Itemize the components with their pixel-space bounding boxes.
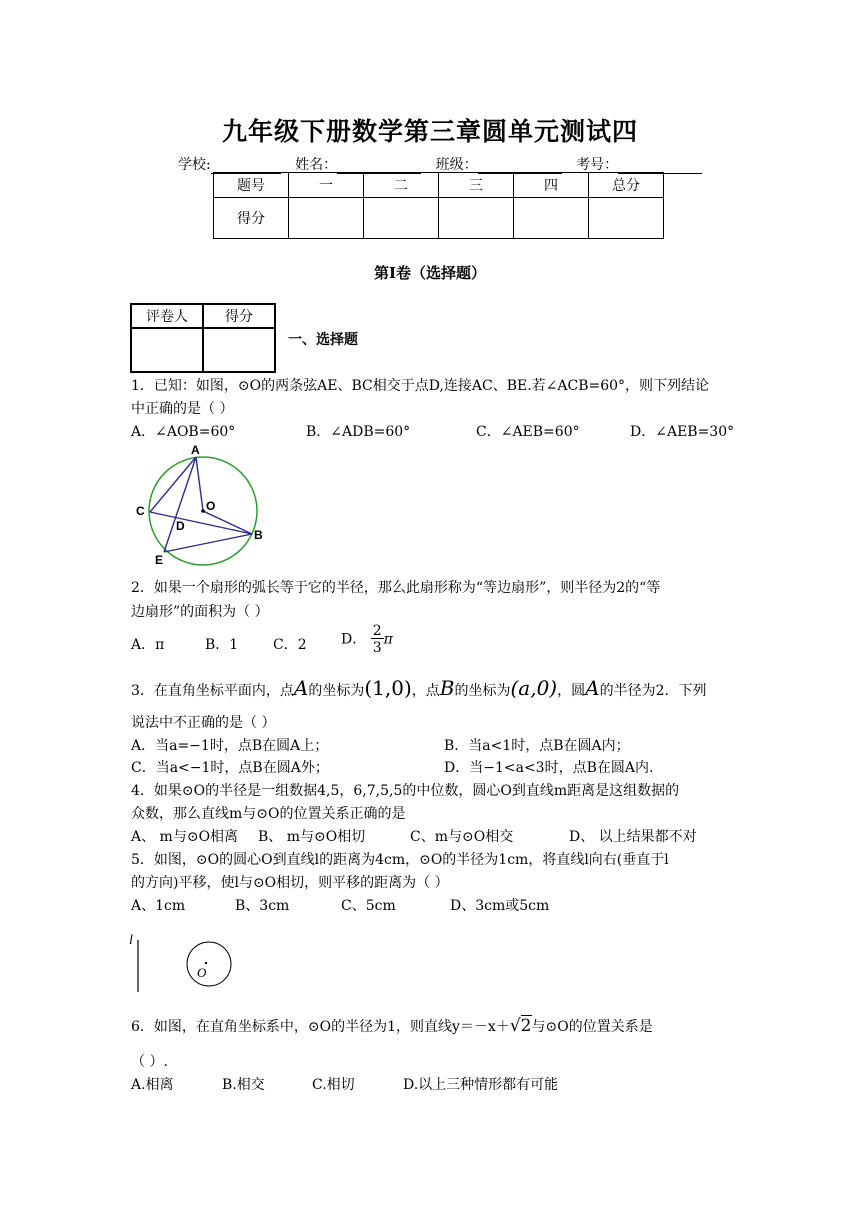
- q2-option-b: B．1: [205, 637, 239, 653]
- q4-option-b: B、 m与⊙O相切: [258, 829, 366, 845]
- q5-option-a: A、1cm: [131, 898, 186, 914]
- q6-option-a: A.相离: [131, 1077, 174, 1093]
- q5-line1: 5．如图，⊙O的圆心O到直线l的距离为4cm，⊙O的半径为1cm，将直线l向右(垂直于l: [131, 852, 669, 868]
- center-dot: [201, 509, 205, 513]
- circle-o: [187, 942, 231, 986]
- q3-option-d: D．当−1<a<3时，点B在圆A内.: [444, 760, 654, 776]
- label-a: A: [191, 443, 200, 457]
- q4-option-d: D、 以上结果都不对: [569, 829, 697, 845]
- name-label: 姓名：: [295, 157, 338, 173]
- score-row-label: 得分: [214, 198, 289, 239]
- q5-line-circle-diagram: [126, 928, 246, 998]
- q1-option-b: B．∠ADB=60°: [306, 424, 411, 440]
- q3-coord-b: (a,0): [510, 676, 558, 700]
- score-cell[interactable]: [289, 198, 364, 239]
- q2-line1: 2．如果一个扇形的弧长等于它的半径，那么此扇形称为“等边扇形”，则半径为2的“等: [131, 580, 661, 596]
- page-title: 九年级下册数学第三章圆单元测试四: [221, 117, 638, 146]
- score-header-cell: 题号: [214, 173, 289, 198]
- q1-line1: 1．已知：如图，⊙O的两条弦AE、BC相交于点D,连接AC、BE.若∠ACB=60°，则下列结论: [131, 378, 710, 394]
- school-label: 学校:: [178, 157, 211, 173]
- q2-option-c: C．2: [273, 637, 307, 653]
- q2-option-a: A．π: [131, 637, 165, 653]
- grader-label: 评卷人: [131, 304, 203, 328]
- q6-option-c: C.相切: [312, 1077, 355, 1093]
- score-header-cell: 三: [439, 173, 514, 198]
- sqrt-radicand: 2: [520, 1016, 532, 1036]
- score-header-cell: 一: [289, 173, 364, 198]
- q3-text: 的坐标为: [308, 683, 365, 699]
- q5-option-b: B、3cm: [235, 898, 290, 914]
- q3-text: ，点: [411, 683, 440, 699]
- score-value-row: [214, 198, 664, 239]
- sqrt-expression: √2: [509, 1016, 532, 1036]
- label-l: l: [129, 933, 133, 948]
- q3-line2: 说法中不正确的是（ ）: [131, 715, 276, 731]
- score-table: [213, 172, 664, 239]
- q1-circle-diagram: [128, 440, 268, 570]
- q3-coord-a: (1,0): [364, 676, 412, 700]
- score-cell[interactable]: [439, 198, 514, 239]
- center-dot: [205, 962, 207, 964]
- grader-score-label: 得分: [203, 304, 275, 328]
- exam-no-label: 考号：: [576, 157, 619, 173]
- q3-option-c: C．当a<−1时，点B在圆A外；: [131, 760, 329, 776]
- q3-var-a: A: [585, 676, 600, 700]
- label-c: C: [136, 504, 145, 518]
- label-o: O: [206, 499, 216, 513]
- q3-option-b: B．当a<1时，点B在圆A内；: [444, 738, 630, 754]
- q5-option-d: D、3cm或5cm: [450, 898, 550, 914]
- q6-text: 与⊙O的位置关系是: [531, 1019, 653, 1035]
- q4-line1: 4．如果⊙O的半径是一组数据4,5，6,7,5,5的中位数，圆心O到直线m距离是这组数据的: [131, 783, 680, 799]
- q1-line2: 中正确的是（ ）: [131, 401, 234, 417]
- diagram-lines: [150, 457, 252, 552]
- q3-text: 3．在直角坐标平面内，点: [131, 683, 294, 699]
- q3-option-a: A．当a=−1时，点B在圆A上；: [131, 738, 329, 754]
- q6-option-b: B.相交: [222, 1077, 265, 1093]
- grader-score-cell[interactable]: [203, 328, 275, 372]
- score-header-cell: 四: [514, 173, 589, 198]
- fraction: [371, 624, 384, 655]
- fraction-denominator: 3: [372, 640, 382, 656]
- q2-option-d: [341, 624, 393, 655]
- q6-text: 6．如图，在直角坐标系中，⊙O的半径为1，则直线y＝－x＋: [131, 1019, 510, 1035]
- q3-var-a: A: [293, 676, 309, 700]
- q2-line2: 边扇形”的面积为（ ）: [131, 604, 269, 620]
- part-title: 一、选择题: [288, 332, 358, 348]
- q1-option-c: C．∠AEB=60°: [476, 424, 580, 440]
- grader-cell[interactable]: [131, 328, 203, 372]
- q4-option-a: A、 m与⊙O相离: [131, 829, 239, 845]
- q3-line1: [131, 676, 707, 700]
- class-label: 班级：: [435, 157, 478, 173]
- score-cell[interactable]: [514, 198, 589, 239]
- q6-line2: （ ）.: [131, 1054, 168, 1070]
- q3-text: ，圆: [557, 683, 586, 699]
- q3-var-b: B: [439, 676, 455, 700]
- label-e: E: [155, 553, 164, 567]
- q6-line1: [131, 1016, 653, 1036]
- q5-line2: 的方向)平移，使l与⊙O相切，则平移的距离为（ ）: [131, 875, 449, 891]
- label-b: B: [254, 528, 263, 542]
- q4-option-c: C、m与⊙O相交: [410, 829, 514, 845]
- score-cell[interactable]: [364, 198, 439, 239]
- fraction-numerator: 2: [372, 623, 382, 639]
- section-title: 第Ⅰ卷（选择题）: [373, 264, 487, 282]
- q4-line2: 众数，那么直线m与⊙O的位置关系正确的是: [131, 806, 406, 822]
- q5-option-c: C、5cm: [341, 898, 396, 914]
- pi-symbol: π: [383, 631, 393, 648]
- q1-option-d: D．∠AEB=30°: [630, 424, 735, 440]
- q1-option-a: A．∠AOB=60°: [131, 424, 236, 440]
- grader-table: [130, 303, 276, 373]
- q3-text: 的坐标为: [454, 683, 511, 699]
- score-header-cell: 二: [364, 173, 439, 198]
- label-d: D: [176, 519, 185, 533]
- q6-option-d: D.以上三种情形都有可能: [403, 1077, 559, 1093]
- label-o: O: [197, 965, 207, 980]
- score-header-row: [214, 173, 664, 198]
- q3-text: 的半径为2．下列: [599, 683, 707, 699]
- score-header-cell: 总分: [589, 173, 664, 198]
- q2-option-d-label: D．: [341, 631, 367, 648]
- score-cell[interactable]: [589, 198, 664, 239]
- student-info-line: [178, 154, 702, 174]
